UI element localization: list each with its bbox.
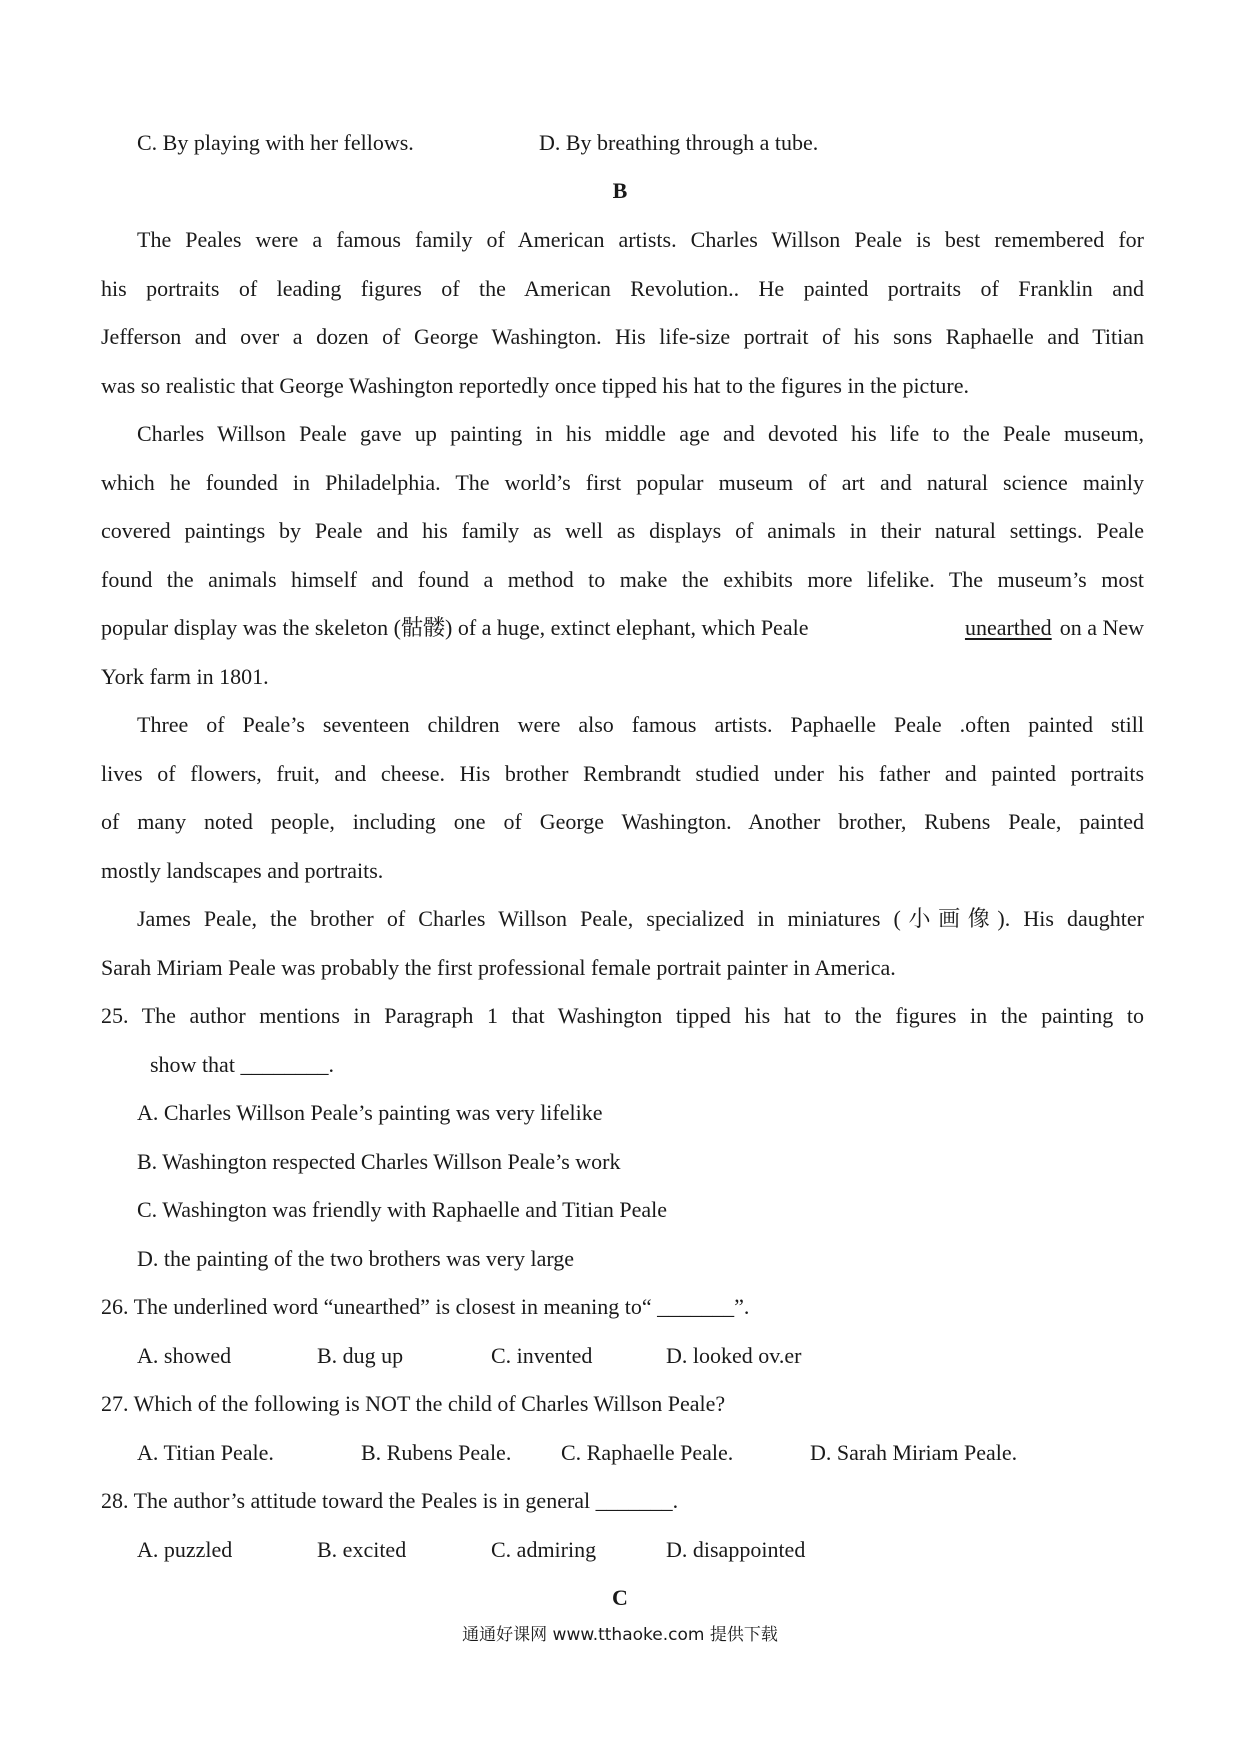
q28-stem: 28. The author’s attitude toward the Peales is in general _______. [101, 1488, 679, 1513]
q28-option-a: A. puzzled [137, 1537, 233, 1562]
prev-option-c: C. By playing with her fellows. [137, 130, 414, 155]
p2-line-3: covered paintings by Peale and his family as well as displays of animals in their natural settings. Peale [101, 518, 1144, 543]
p2-line-5-after: on a New [1059, 615, 1144, 640]
p3-line-4: mostly landscapes and portraits. [101, 858, 384, 883]
p2-line-4: found the animals himself and found a method to make the exhibits more lifelike. The museum’s most [101, 567, 1144, 592]
q25-option-d: D. the painting of the two brothers was very large [137, 1246, 575, 1271]
section-c-heading: C [612, 1585, 628, 1610]
p2-line-5 [101, 617, 1144, 639]
p2-line-1: Charles Willson Peale gave up painting in his middle age and devoted his life to the Peale museum, [137, 421, 1144, 446]
q28-option-d: D. disappointed [666, 1537, 806, 1562]
q26-option-b: B. dug up [317, 1343, 404, 1368]
q28-option-b: B. excited [317, 1537, 407, 1562]
q28-option-c: C. admiring [491, 1537, 597, 1562]
p3-line-1: Three of Peale’s seventeen children were also famous artists. Paphaelle Peale .often painted still [137, 712, 1144, 737]
p1-line-1: The Peales were a famous family of American artists. Charles Willson Peale is best remembered for [137, 227, 1144, 252]
p4-line-2: Sarah Miriam Peale was probably the first professional female portrait painter in America. [101, 955, 896, 980]
page-footer: 通通好课网 www.tthaoke.com 提供下载 [462, 1625, 778, 1645]
q26-stem: 26. The underlined word “unearthed” is closest in meaning to“ _______”. [101, 1294, 750, 1319]
q25-option-c: C. Washington was friendly with Raphaelle and Titian Peale [137, 1197, 668, 1222]
q25-option-a: A. Charles Willson Peale’s painting was very lifelike [137, 1100, 603, 1125]
q25-option-b: B. Washington respected Charles Willson Peale’s work [137, 1149, 621, 1174]
p1-line-4: was so realistic that George Washington reportedly once tipped his hat to the figures in the picture. [101, 373, 970, 398]
q27-option-b: B. Rubens Peale. [361, 1440, 512, 1465]
p3-line-3: of many noted people, including one of George Washington. Another brother, Rubens Peale, painted [101, 809, 1144, 834]
q26-option-a: A. showed [137, 1343, 232, 1368]
q27-option-a: A. Titian Peale. [137, 1440, 274, 1465]
p3-line-2: lives of flowers, fruit, and cheese. His brother Rembrandt studied under his father and painted portraits [101, 761, 1144, 786]
q27-option-d: D. Sarah Miriam Peale. [810, 1440, 1018, 1465]
q27-stem: 27. Which of the following is NOT the child of Charles Willson Peale? [101, 1391, 726, 1416]
p2-line-2: which he founded in Philadelphia. The world’s first popular museum of art and natural science mainly [101, 470, 1144, 495]
section-b-heading: B [612, 178, 628, 203]
q27-option-c: C. Raphaelle Peale. [561, 1440, 734, 1465]
p4-line-1: James Peale, the brother of Charles Willson Peale, specialized in miniatures (小画像). His daughter [137, 906, 1144, 931]
prev-option-d: D. By breathing through a tube. [539, 130, 819, 155]
q26-option-d: D. looked ov.er [666, 1343, 802, 1368]
q25-stem-line-2: show that ________. [150, 1052, 334, 1077]
underlined-word-unearthed: unearthed [964, 615, 1052, 640]
p1-line-2: his portraits of leading figures of the American Revolution.. He painted portraits of Franklin and [101, 276, 1144, 301]
q25-stem-line-1: 25. The author mentions in Paragraph 1 that Washington tipped his hat to the figures in the painting to [101, 1003, 1144, 1028]
p1-line-3: Jefferson and over a dozen of George Washington. His life-size portrait of his sons Raphaelle and Titian [101, 324, 1144, 349]
p2-line-6: York farm in 1801. [101, 664, 269, 689]
p2-line-5-before: popular display was the skeleton (骷髅) of a huge, extinct elephant, which Peale [101, 615, 809, 640]
q26-option-c: C. invented [491, 1343, 593, 1368]
